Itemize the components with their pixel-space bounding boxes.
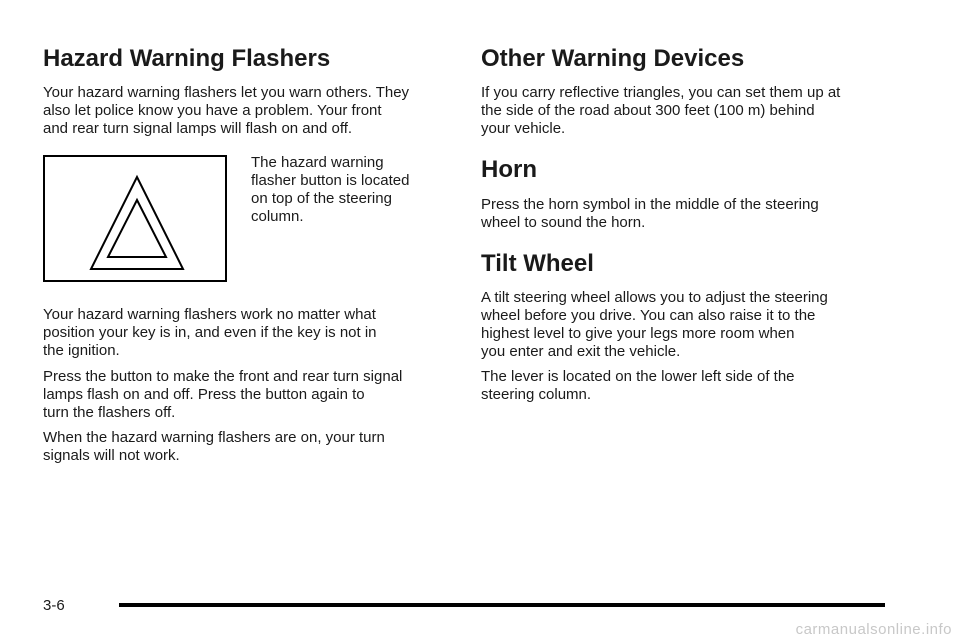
heading-horn: Horn	[481, 156, 537, 183]
horn-paragraph: Press the horn symbol in the middle of the steering wheel to sound the horn.	[481, 196, 819, 231]
hazard-intro-paragraph: Your hazard warning flashers let you warn others. They also let police know you have a problem. Your front and rear turn signal lamps will flash on and off.	[43, 84, 410, 137]
hazard-button-figure	[43, 155, 227, 282]
heading-hazard-warning-flashers: Hazard Warning Flashers	[43, 45, 331, 72]
tilt-lever-paragraph: The lever is located on the lower left side of the steering column.	[481, 368, 795, 403]
footer-divider	[119, 603, 885, 607]
warning-devices-paragraph: If you carry reflective triangles, you can set them up at the side of the road about 300 feet (100 m) behind your vehicle.	[481, 84, 841, 137]
hazard-turn-signal-paragraph: When the hazard warning flashers are on, your turn signals will not work.	[43, 429, 385, 464]
page-number: 3-6	[43, 597, 65, 614]
hazard-press-paragraph: Press the button to make the front and rear turn signal lamps flash on and off. Press the button again to turn the flashers off.	[43, 368, 403, 421]
tilt-wheel-paragraph: A tilt steering wheel allows you to adjust the steering wheel before you drive. You can also raise it to the highest level to give your legs more room when you enter and exit the vehicle.	[481, 289, 828, 360]
hazard-warning-triangle-icon	[45, 157, 225, 280]
hazard-button-caption: The hazard warning flasher button is located on top of the steering column.	[251, 154, 410, 225]
hazard-key-paragraph: Your hazard warning flashers work no matter what position your key is in, and even if the key is not in the ignition.	[43, 306, 377, 359]
watermark: carmanualsonline.info	[795, 621, 952, 638]
heading-tilt-wheel: Tilt Wheel	[481, 250, 594, 277]
heading-other-warning-devices: Other Warning Devices	[481, 45, 745, 72]
